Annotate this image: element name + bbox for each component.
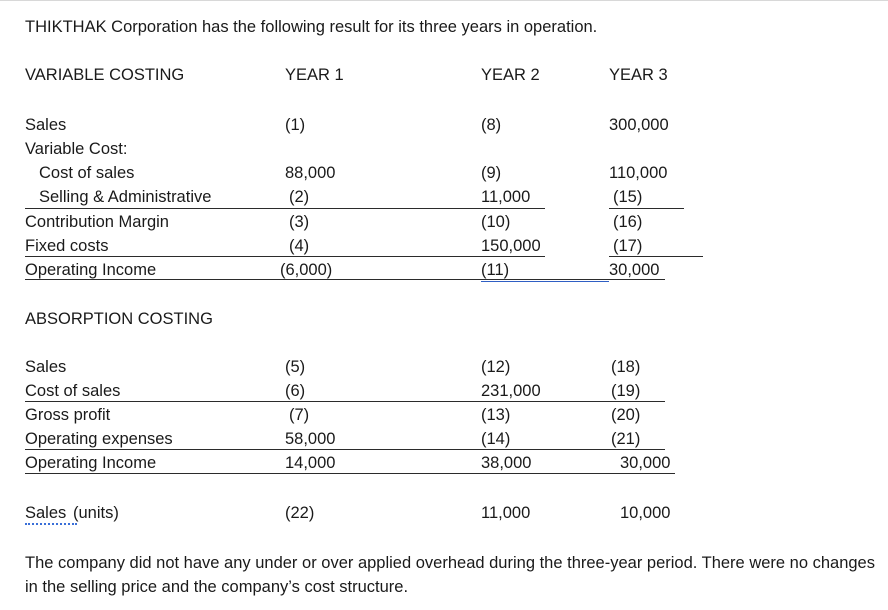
vc-contribution-margin-y1: (3) (289, 213, 310, 231)
ac-cost-rule (25, 401, 665, 402)
vc-sales-y1: (1) (285, 116, 306, 134)
vc-operating-income-label: Operating Income (25, 261, 157, 279)
units-y2: 11,000 (481, 504, 531, 522)
ac-operating-income-y1: 14,000 (285, 454, 336, 472)
ac-expenses-rule (25, 449, 665, 450)
ac-operating-income-y3: 30,000 (620, 454, 671, 472)
vc-fixed-costs-label: Fixed costs (25, 237, 109, 255)
vc-fixed-costs-y1: (4) (289, 237, 310, 255)
spellcheck-underline (25, 521, 77, 525)
vc-contribution-margin-y2: (10) (481, 213, 511, 231)
vc-fixed-costs-y2: 150,000 (481, 237, 541, 255)
ac-operating-expenses-y1: 58,000 (285, 430, 336, 448)
intro-text: THIKTHAK Corporation has the following result for its three years in operation. (25, 18, 598, 36)
ac-sales-label: Sales (25, 358, 67, 376)
vc-subtotal-rule-y3 (609, 208, 684, 209)
note-paragraph: The company did not have any under or over applied overhead during the three-year period. There were no changes in the selling price and the company’s cost structure. (25, 554, 875, 596)
vc-total-rule (25, 279, 665, 280)
vc-subtotal-rule (25, 208, 545, 209)
ac-sales-y3: (18) (611, 358, 641, 376)
header-year-3: YEAR 3 (609, 66, 668, 84)
units-y3: 10,000 (620, 504, 671, 522)
header-year-2: YEAR 2 (481, 66, 540, 84)
ac-operating-expenses-y3: (21) (611, 430, 641, 448)
vc-operating-income-y2: (11) (481, 261, 510, 279)
vc-sales-y2: (8) (481, 116, 502, 134)
vc-cost-of-sales-label: Cost of sales (39, 164, 135, 182)
ac-gross-profit-y3: (20) (611, 406, 641, 424)
vc-operating-income-y3: 30,000 (609, 261, 660, 279)
ac-sales-y2: (12) (481, 358, 511, 376)
vc-selling-admin-y1: (2) (289, 188, 310, 206)
ac-gross-profit-y2: (13) (481, 406, 511, 424)
absorption-costing-title: ABSORPTION COSTING (25, 310, 213, 328)
ac-operating-income-y2: 38,000 (481, 454, 532, 472)
header-year-1: YEAR 1 (285, 66, 344, 84)
ac-cost-of-sales-y3: (19) (611, 382, 641, 400)
vc-contribution-margin-y3: (16) (613, 213, 643, 231)
vc-cost-of-sales-y2: (9) (481, 164, 502, 182)
vc-sales-label: Sales (25, 116, 67, 134)
vc-selling-admin-y3: (15) (613, 188, 643, 206)
vc-operating-income-y1: (6,000) (280, 261, 333, 279)
ac-operating-expenses-label: Operating expenses (25, 430, 173, 448)
ac-gross-profit-label: Gross profit (25, 406, 111, 424)
vc-sales-y3: 300,000 (609, 116, 669, 134)
ac-sales-y1: (5) (285, 358, 306, 376)
ac-gross-profit-y1: (7) (289, 406, 310, 424)
units-label-sales: Sales (25, 504, 67, 522)
vc-total-blue-underline (481, 281, 609, 282)
ac-cost-of-sales-label: Cost of sales (25, 382, 121, 400)
vc-variable-cost-label: Variable Cost: (25, 140, 128, 158)
vc-contribution-margin-label: Contribution Margin (25, 213, 169, 231)
top-border (0, 0, 888, 1)
vc-fixed-rule-y3 (609, 256, 703, 257)
vc-fixed-rule (25, 256, 545, 257)
vc-cost-of-sales-y3: 110,000 (609, 164, 668, 182)
ac-total-rule (25, 473, 675, 474)
ac-cost-of-sales-y2: 231,000 (481, 382, 541, 400)
units-y1: (22) (285, 504, 315, 522)
vc-selling-admin-y2: 11,000 (481, 188, 531, 206)
ac-operating-expenses-y2: (14) (481, 430, 511, 448)
ac-cost-of-sales-y1: (6) (285, 382, 306, 400)
vc-cost-of-sales-y1: 88,000 (285, 164, 336, 182)
vc-selling-admin-label: Selling & Administrative (39, 188, 212, 206)
ac-operating-income-label: Operating Income (25, 454, 157, 472)
units-label-units: (units) (73, 504, 119, 522)
variable-costing-title: VARIABLE COSTING (25, 66, 185, 84)
vc-fixed-costs-y3: (17) (613, 237, 643, 255)
